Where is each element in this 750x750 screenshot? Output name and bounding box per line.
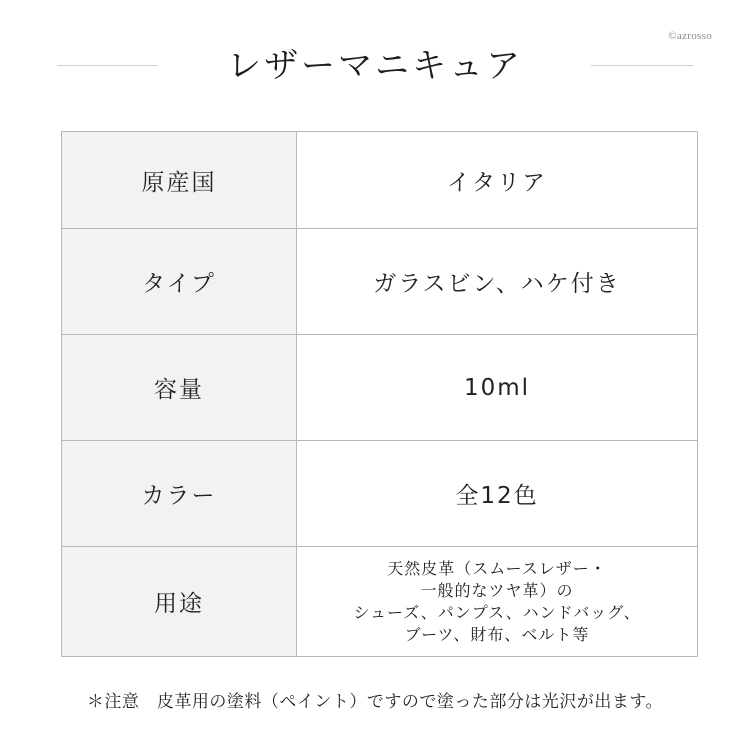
usage-line: ブーツ、財布、ベルト等 (404, 624, 590, 644)
usage-line: 一般的なツヤ革）の (420, 580, 574, 600)
brand-watermark: ©azrosso (668, 30, 712, 42)
type-label: タイプ (62, 229, 297, 335)
capacity-value: 10ml (297, 335, 698, 441)
title-rule-right (591, 65, 693, 66)
capacity-label: 容量 (62, 335, 297, 441)
usage-label: 用途 (62, 547, 297, 657)
table-row-origin (62, 132, 698, 229)
usage-value (297, 547, 698, 657)
title-row (0, 40, 750, 90)
color-value: 全12色 (297, 441, 698, 547)
caution-note: ＊注意 皮革用の塗料（ペイント）ですので塗った部分は光沢が出ます。 (86, 692, 664, 712)
color-label: カラー (62, 441, 297, 547)
table-row-type (62, 229, 698, 335)
table-row-capacity (62, 335, 698, 441)
page-title: レザーマニキュア (227, 46, 523, 86)
usage-line: 天然皮革（スムースレザー・ (387, 558, 607, 578)
spec-table (61, 131, 698, 657)
type-value: ガラスビン、ハケ付き (297, 229, 698, 335)
origin-label: 原産国 (62, 132, 297, 229)
table-row-usage (62, 547, 698, 657)
origin-value: イタリア (297, 132, 698, 229)
table-row-color (62, 441, 698, 547)
usage-line: シューズ、パンプス、ハンドバッグ、 (353, 602, 641, 622)
